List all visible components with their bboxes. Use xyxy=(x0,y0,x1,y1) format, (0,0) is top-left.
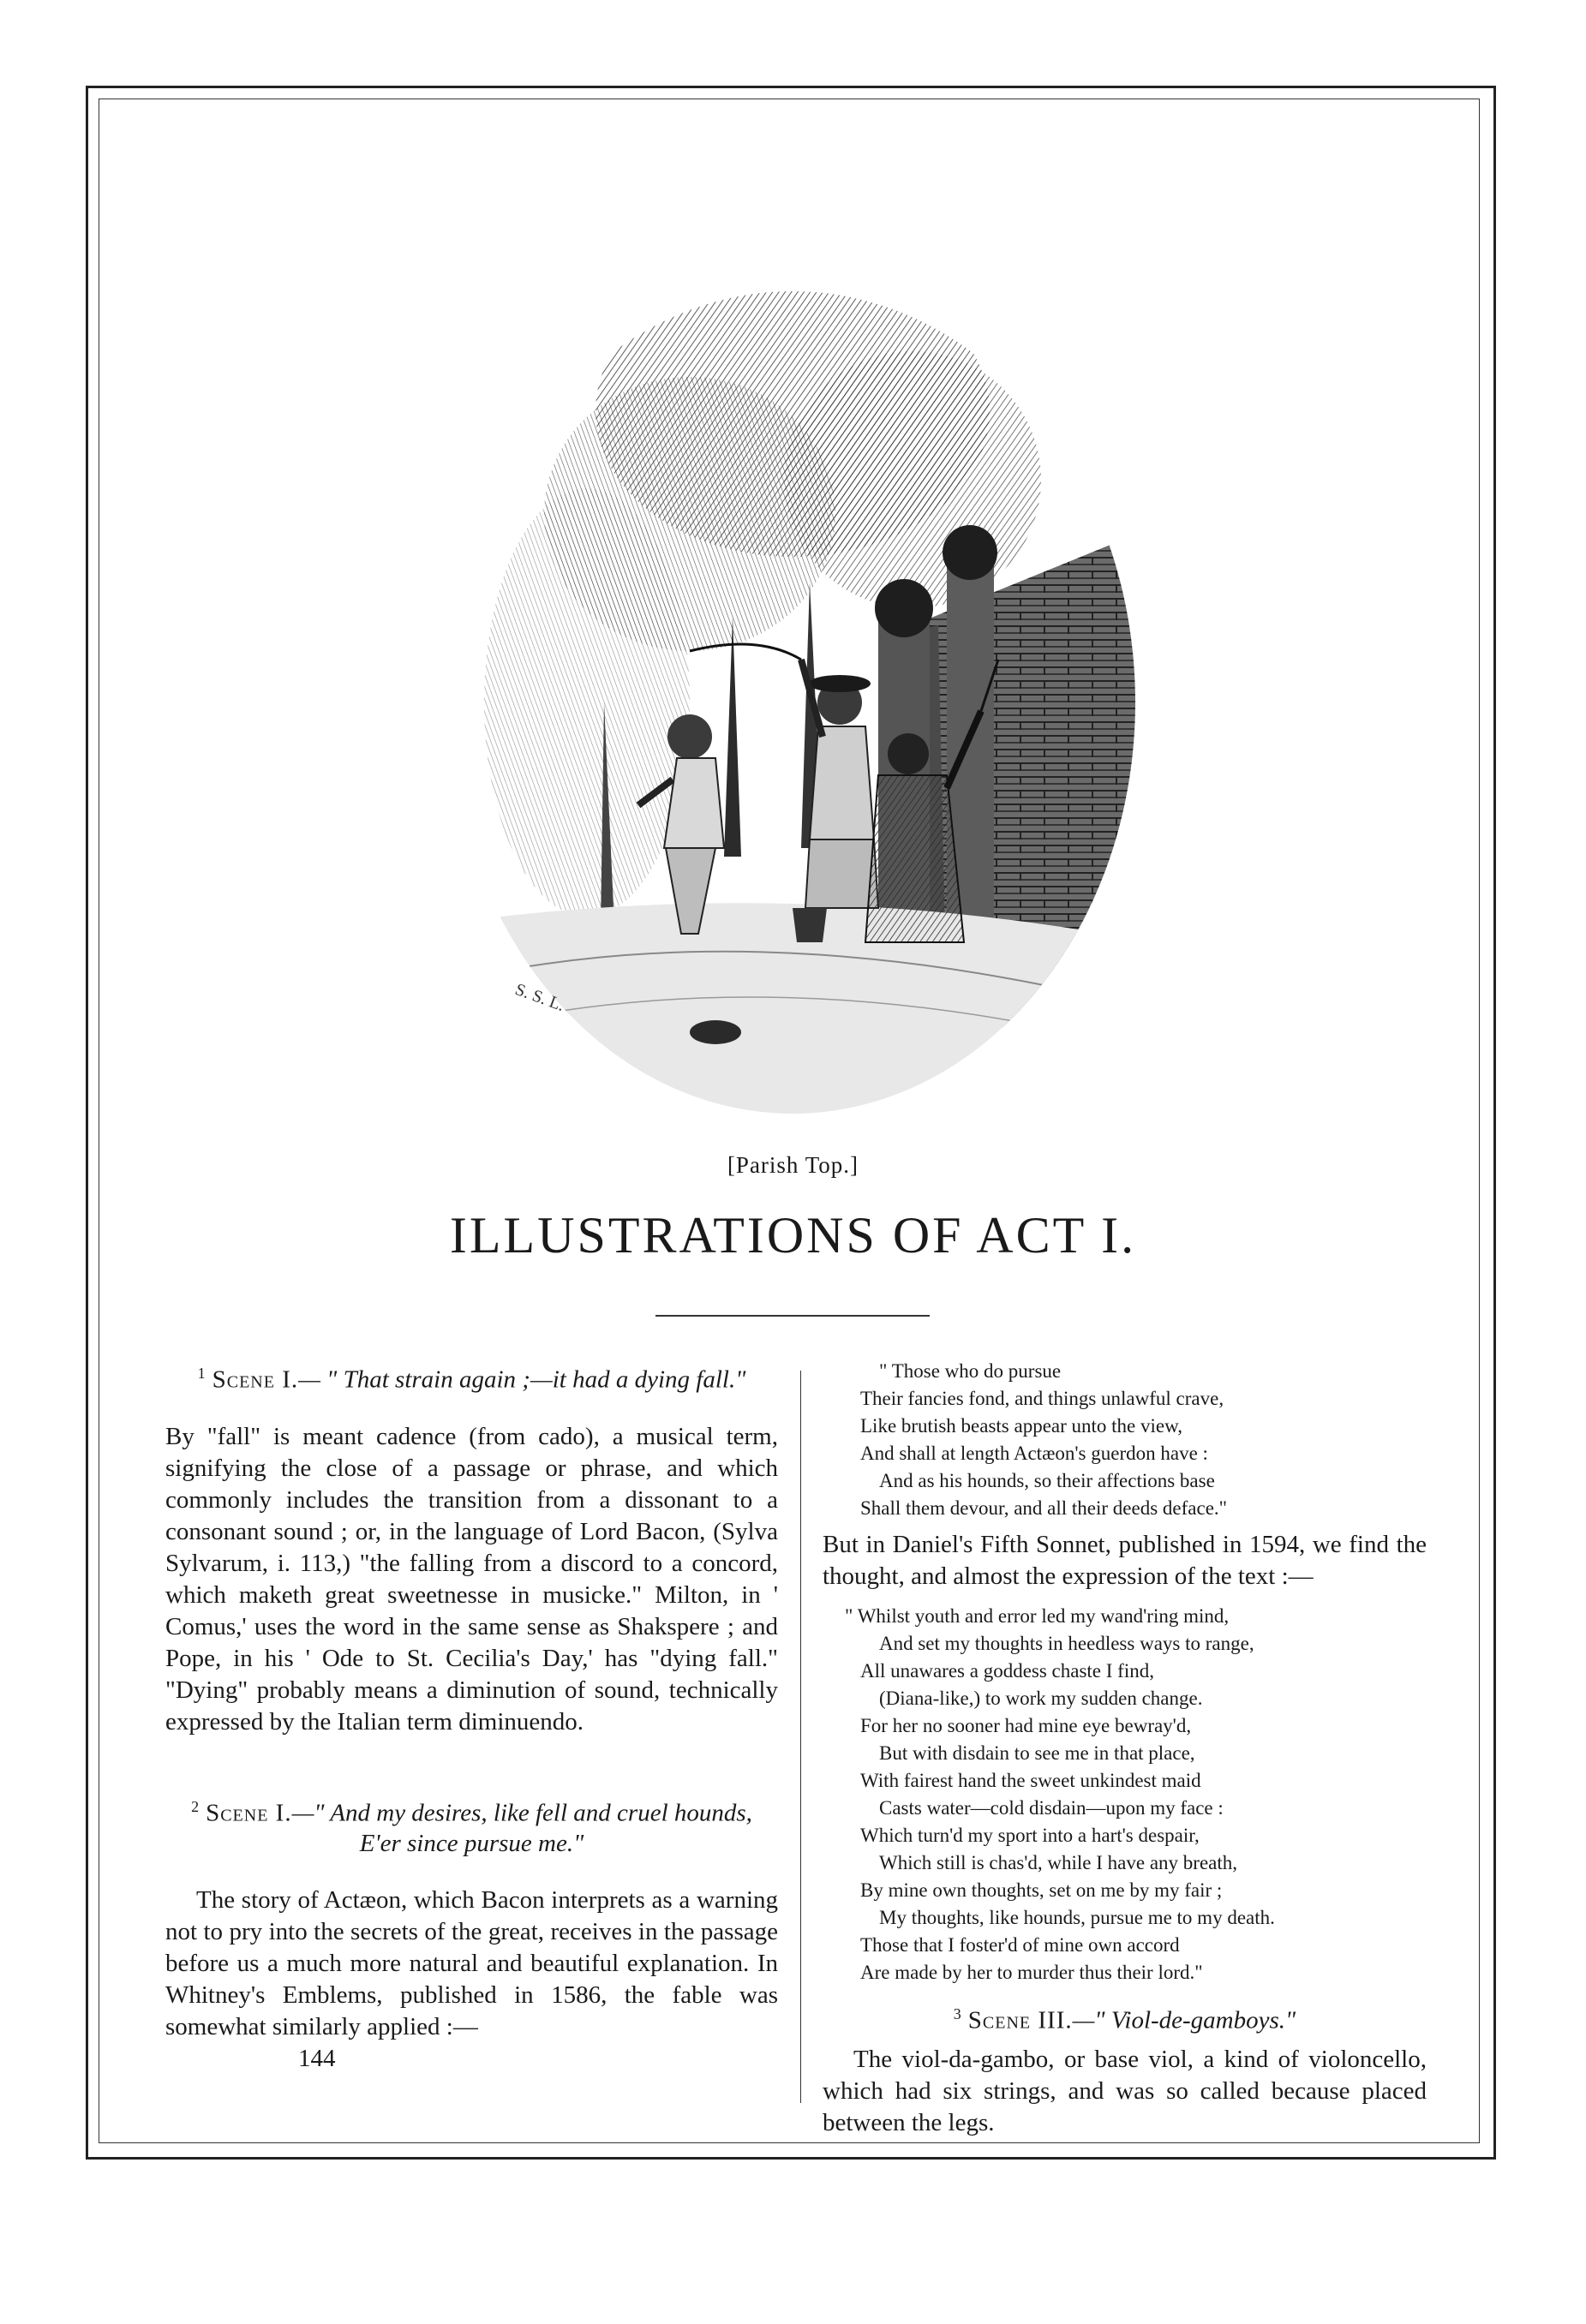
verse-line: Shall them devour, and all their deeds deface." xyxy=(860,1497,1228,1519)
right-column xyxy=(823,1358,1427,2139)
note-2-body: The story of Actæon, which Bacon interprets as a warning not to pry into the secrets of the great, receives in the passage before us a much more natural and beautiful explanation. In Whitney's Emblems, published in 1586, the fable was somewhat similarly applied :— xyxy=(165,1886,778,2041)
column-divider xyxy=(800,1371,801,2103)
note-3-quote: —" Viol-de-gamboys." xyxy=(1072,2006,1296,2034)
note-3-number: 3 xyxy=(953,2005,961,2022)
left-column xyxy=(165,1358,778,2100)
verse-line: My thoughts, like hounds, pursue me to my death. xyxy=(879,1907,1275,1928)
engraver-mark: S. S. L. xyxy=(512,980,567,1016)
daniel-sonnet xyxy=(823,1603,1427,1986)
note-2-number: 2 xyxy=(191,1797,200,1815)
verse-line: Are made by her to murder thus their lord." xyxy=(860,1962,1203,1983)
verse-line: Like brutish beasts appear unto the view, xyxy=(860,1415,1182,1437)
page-number: 144 xyxy=(298,2045,336,2073)
verse-line: " Whilst youth and error led my wand'ring mind, xyxy=(845,1605,1230,1627)
note-3-heading xyxy=(823,1998,1427,2037)
verse-line: By mine own thoughts, set on me by my fair ; xyxy=(860,1879,1223,1901)
page-title: ILLUSTRATIONS OF ACT I. xyxy=(449,1207,1137,1264)
note-1-quote: — " That strain again ;—it had a dying fall." xyxy=(298,1365,746,1394)
verse-line: All unawares a goddess chaste I find, xyxy=(860,1660,1154,1682)
verse-line: Which turn'd my sport into a hart's despair, xyxy=(860,1825,1200,1846)
note-2-quote-line1: —" And my desires, like fell and cruel hounds, xyxy=(291,1799,752,1827)
whitney-verse xyxy=(823,1358,1427,1522)
illustration-caption: [Parish Top.] xyxy=(727,1152,859,1178)
note-2-heading xyxy=(165,1791,778,1860)
verse-line: (Diana-like,) to work my sudden change. xyxy=(879,1688,1203,1709)
note-1-number: 1 xyxy=(197,1365,206,1382)
title-divider xyxy=(655,1315,930,1317)
verse-line: And set my thoughts in heedless ways to range, xyxy=(879,1633,1254,1654)
verse-line: Those that I foster'd of mine own accord xyxy=(860,1934,1180,1956)
daniel-intro: But in Daniel's Fifth Sonnet, published in 1594, we find the thought, and almost the expression of the text :— xyxy=(823,1531,1427,1590)
verse-line: Their fancies fond, and things unlawful crave, xyxy=(860,1388,1224,1409)
verse-line: With fairest hand the sweet unkindest maid xyxy=(860,1770,1201,1791)
verse-line: Which still is chas'd, while I have any breath, xyxy=(879,1852,1238,1873)
note-3-body: The viol-da-gambo, or base viol, a kind of violoncello, which had six strings, and was so called because placed between the legs. xyxy=(823,2045,1427,2136)
verse-line: And as his hounds, so their affections base xyxy=(879,1470,1215,1491)
parish-top-engraving xyxy=(433,257,1152,1122)
verse-line: And shall at length Actæon's guerdon have : xyxy=(860,1443,1208,1464)
verse-line: But with disdain to see me in that place, xyxy=(879,1742,1195,1764)
note-1-body: By "fall" is meant cadence (from cado), a musical term, signifying the close of a passage or phrase, and which commonly includes the transition from a dissonant to a consonant sound ; or, in the language of Lord Bacon, (Sylva Sylvarum, i. 113,) "the falling from a discord to a concord, which maketh great sweetnesse in musicke." Milton, in ' Comus,' uses the word in the same sense as Shakspere ; and Pope, in his ' Ode to St. Cecilia's Day,' has "dying fall." "Dying" probably means a diminution of sound, technically expressed by the Italian term diminuendo. xyxy=(165,1422,778,1736)
note-2-quote-line2: E'er since pursue me." xyxy=(359,1830,584,1858)
note-2-scene: Scene I. xyxy=(206,1799,292,1827)
verse-line: " Those who do pursue xyxy=(879,1360,1062,1382)
verse-line: For her no sooner had mine eye bewray'd, xyxy=(860,1715,1192,1736)
note-1-scene: Scene I. xyxy=(212,1365,299,1394)
verse-line: Casts water—cold disdain—upon my face : xyxy=(879,1797,1224,1819)
note-1-heading xyxy=(165,1358,778,1395)
note-3-scene: Scene III. xyxy=(967,2006,1073,2034)
